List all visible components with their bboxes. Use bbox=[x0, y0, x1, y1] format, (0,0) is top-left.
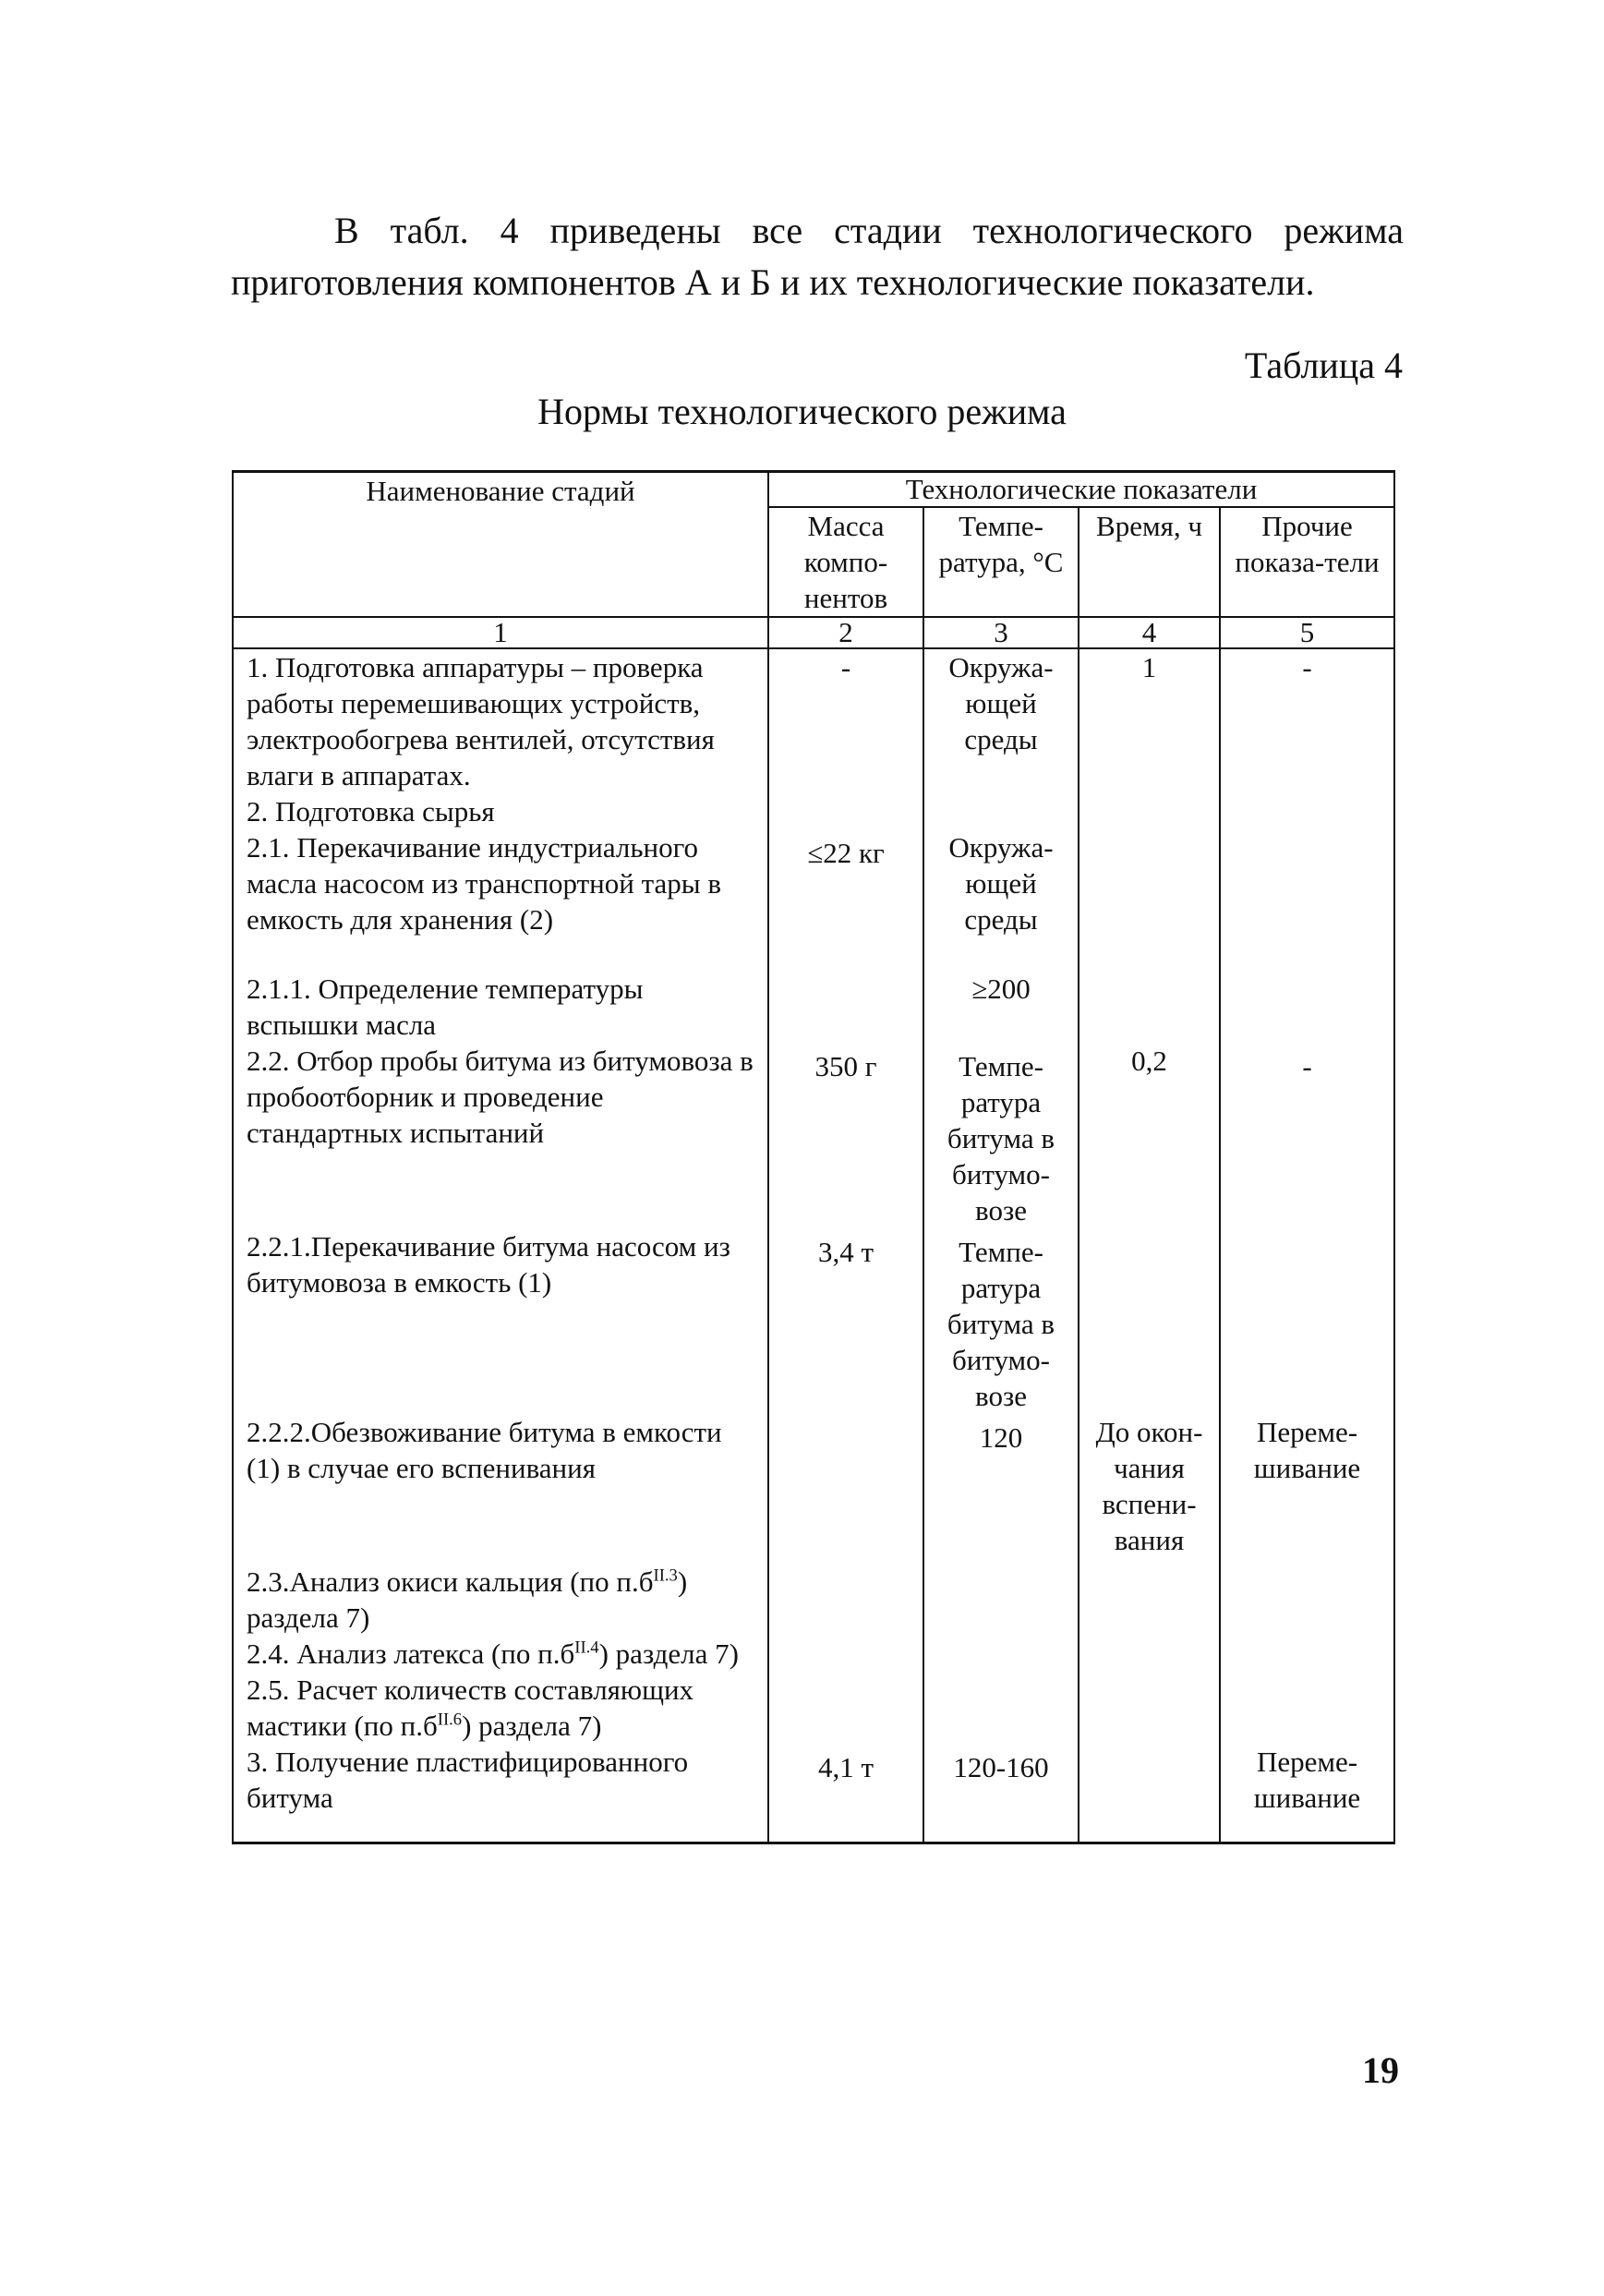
table-row bbox=[233, 1043, 1394, 1228]
header-other: Прочие показа-тели bbox=[1220, 507, 1394, 617]
temperature-cell bbox=[923, 1672, 1079, 1744]
column-number: 2 bbox=[768, 617, 923, 648]
stage-cell: 2. Подготовка сырья bbox=[233, 793, 768, 829]
table-row bbox=[233, 829, 1394, 971]
other-cell bbox=[1220, 1672, 1394, 1744]
mass-cell bbox=[768, 1414, 923, 1486]
temperature-cell: Окружа-ющей среды bbox=[923, 648, 1079, 793]
stage-sup: II.6 bbox=[437, 1710, 463, 1730]
table-title: Нормы технологического режима bbox=[537, 391, 1067, 432]
column-number: 3 bbox=[923, 617, 1079, 648]
other-cell bbox=[1220, 971, 1394, 1043]
column-number: 4 bbox=[1079, 617, 1220, 648]
stage-sup: II.4 bbox=[574, 1637, 599, 1658]
time-cell: 1 bbox=[1079, 648, 1220, 793]
stage-cell: 3. Получение пластифицированного битума bbox=[233, 1744, 768, 1816]
mass-cell: 3,4 т bbox=[768, 1228, 923, 1414]
stage-cell bbox=[233, 1672, 768, 1744]
mass-cell bbox=[768, 1672, 923, 1744]
table-row bbox=[233, 1486, 1394, 1636]
time-cell bbox=[1079, 793, 1220, 829]
time-cell: До окон-чания вспени-вания bbox=[1079, 1414, 1220, 1636]
temperature-cell: Темпе-ратура битума в битумо-возе bbox=[923, 1228, 1079, 1414]
time-cell bbox=[1079, 971, 1220, 1043]
other-cell bbox=[1220, 1486, 1394, 1636]
mass-cell: - bbox=[768, 648, 923, 793]
temperature-cell: 120 bbox=[923, 1414, 1079, 1486]
temperature-cell bbox=[923, 1636, 1079, 1672]
spacer-cell bbox=[768, 1816, 923, 1843]
temperature-cell: Темпе-ратура битума в битумо-возе bbox=[923, 1043, 1079, 1228]
other-cell bbox=[1220, 1636, 1394, 1672]
other-cell: Переме-шивание bbox=[1220, 1414, 1394, 1486]
table-row bbox=[233, 1672, 1394, 1744]
table-row bbox=[233, 971, 1394, 1043]
other-cell: - bbox=[1220, 1043, 1394, 1228]
page-number: 19 bbox=[1362, 2049, 1399, 2091]
other-cell bbox=[1220, 1228, 1394, 1414]
stage-cell bbox=[233, 1636, 768, 1672]
table-row bbox=[233, 1414, 1394, 1486]
table-row bbox=[233, 1228, 1394, 1414]
header-temperature: Темпе-ратура, °С bbox=[923, 507, 1079, 617]
stage-cell: 2.2.2.Обезвоживание битума в емкости (1) в случае его вспенивания bbox=[233, 1414, 768, 1486]
temperature-cell: 120-160 bbox=[923, 1744, 1079, 1816]
norms-table bbox=[232, 470, 1395, 1844]
header-time: Время, ч bbox=[1079, 507, 1220, 617]
mass-cell: 4,1 т bbox=[768, 1744, 923, 1816]
stage-text: 2.5. Расчет количеств составляющих мастики (по п.б bbox=[247, 1674, 694, 1742]
time-cell bbox=[1079, 1744, 1220, 1816]
table-row bbox=[233, 648, 1394, 793]
other-cell bbox=[1220, 829, 1394, 971]
table-row bbox=[233, 1744, 1394, 1816]
stage-cell: 2.2. Отбор пробы битума из битумовоза в пробоотборник и проведение стандартных испытаний bbox=[233, 1043, 768, 1228]
table-row bbox=[233, 793, 1394, 829]
time-cell bbox=[1079, 829, 1220, 971]
column-number: 1 bbox=[233, 617, 768, 648]
table-label: Таблица 4 bbox=[1244, 344, 1403, 386]
spacer-cell bbox=[1220, 1816, 1394, 1843]
time-cell bbox=[1079, 1636, 1220, 1672]
column-numbers-row bbox=[233, 617, 1394, 648]
time-cell: 0,2 bbox=[1079, 1043, 1220, 1228]
mass-cell: 350 г bbox=[768, 1043, 923, 1228]
other-cell bbox=[1220, 793, 1394, 829]
table-bottom-spacer bbox=[233, 1816, 1394, 1843]
temperature-cell bbox=[923, 793, 1079, 829]
mass-cell bbox=[768, 1636, 923, 1672]
table-row bbox=[233, 1636, 1394, 1672]
spacer-cell bbox=[233, 1816, 768, 1843]
other-cell: - bbox=[1220, 648, 1394, 793]
other-cell: Переме-шивание bbox=[1220, 1744, 1394, 1816]
stage-text: 2.4. Анализ латекса (по п.б bbox=[247, 1637, 575, 1670]
stage-cell bbox=[233, 1486, 768, 1636]
mass-cell bbox=[768, 1486, 923, 1636]
time-cell bbox=[1079, 1672, 1220, 1744]
spacer-cell bbox=[923, 1816, 1079, 1843]
stage-text: 2.3.Анализ окиси кальция (по п.б bbox=[247, 1565, 654, 1598]
header-stage: Наименование стадий bbox=[233, 472, 768, 618]
stage-cell: 2.1. Перекачивание индустриального масла насосом из транспортной тары в емкость для хранения (2) bbox=[233, 829, 768, 971]
stage-text: ) раздела 7) bbox=[598, 1637, 739, 1670]
spacer-cell bbox=[1079, 1816, 1220, 1843]
stage-cell: 2.1.1. Определение температуры вспышки масла bbox=[233, 971, 768, 1043]
mass-cell bbox=[768, 793, 923, 829]
stage-cell: 2.2.1.Перекачивание битума насосом из битумовоза в емкость (1) bbox=[233, 1228, 768, 1414]
temperature-cell: ≥200 bbox=[923, 971, 1079, 1043]
stage-text: ) раздела 7) bbox=[247, 1565, 688, 1634]
column-number: 5 bbox=[1220, 617, 1394, 648]
intro-paragraph: В табл. 4 приведены все стадии технологического режима приготовления компонентов А и Б и их технологические показатели. bbox=[231, 210, 1404, 303]
mass-cell: ≤22 кг bbox=[768, 829, 923, 971]
header-indicators: Технологические показатели bbox=[768, 472, 1394, 508]
mass-cell bbox=[768, 971, 923, 1043]
stage-cell: 1. Подготовка аппаратуры – проверка работы перемешивающих устройств, электрообогрева вентилей, отсутствия влаги в аппаратах. bbox=[233, 648, 768, 793]
temperature-cell bbox=[923, 1486, 1079, 1636]
time-cell bbox=[1079, 1228, 1220, 1414]
stage-sup: II.3 bbox=[653, 1565, 678, 1586]
stage-text: ) раздела 7) bbox=[462, 1710, 602, 1742]
temperature-cell: Окружа-ющей среды bbox=[923, 829, 1079, 971]
header-mass: Масса компо-нентов bbox=[768, 507, 923, 617]
